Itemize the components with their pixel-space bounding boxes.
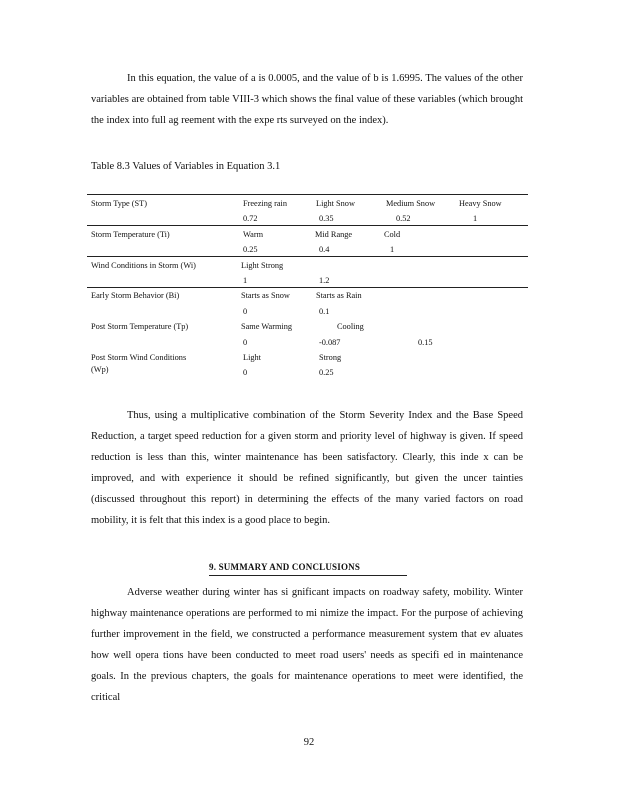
value-post-light: 0 <box>243 368 248 377</box>
table-top-rule <box>87 194 528 195</box>
header-warm: Warm <box>243 230 264 239</box>
row-label-post-storm-wind-code: (Wp) <box>91 365 109 374</box>
header-mid-range: Mid Range <box>315 230 353 239</box>
header-post-strong: Strong <box>319 353 342 362</box>
adverse-paragraph-text: Adverse weather during winter has si gnificant impacts on roadway safety, mobility. Winter highway maintenance operations are performed to mi nimize the impact. For the purpose of achieving further improvement in the field, we constructed a performance measurement system that ev aluates how well opera tions have been conducted to meet road users' needs as specifi ed in maintenance goals. In the previous chapters, the goals for maintenance operations to meet were identified, the critical <box>91 587 523 703</box>
header-post-light: Light <box>243 353 261 362</box>
header-cooling: Cooling <box>337 322 364 331</box>
value-starts-as-rain: 0.1 <box>319 307 330 316</box>
header-light-strong: Light Strong <box>241 261 284 270</box>
thus-paragraph <box>91 405 523 531</box>
row-label-storm-type: Storm Type (ST) <box>91 199 147 208</box>
row-label-early-storm-behavior: Early Storm Behavior (Bi) <box>91 291 180 300</box>
value-cooling: 0.15 <box>418 338 433 347</box>
value-medium-snow: 0.52 <box>396 214 411 223</box>
header-starts-as-snow: Starts as Snow <box>241 291 290 300</box>
value-starts-as-snow: 0 <box>243 307 248 316</box>
row-label-post-storm-wind: Post Storm Wind Conditions <box>91 353 187 362</box>
header-cold: Cold <box>384 230 401 239</box>
value-same: 0 <box>243 338 248 347</box>
value-wind-light: 1 <box>243 276 248 285</box>
heading-underline <box>209 575 407 576</box>
intro-paragraph-text: In this equation, the value of a is 0.0005, and the value of b is 1.6995. The values of the other variables are obtained from table VIII-3 which shows the final value of these variables (which brought the index into full ag reement with the expe rts surveyed on the index). <box>91 73 523 126</box>
row-label-wind-conditions: Wind Conditions in Storm (Wi) <box>91 261 196 270</box>
row-label-storm-temperature: Storm Temperature (Ti) <box>91 230 170 239</box>
value-warm: 0.25 <box>243 245 258 254</box>
value-mid-range: 0.4 <box>319 245 330 254</box>
value-heavy-snow: 1 <box>473 214 478 223</box>
header-starts-as-rain: Starts as Rain <box>316 291 362 300</box>
row-label-post-storm-temperature: Post Storm Temperature (Tp) <box>91 322 189 331</box>
value-wind-strong: 1.2 <box>319 276 330 285</box>
row-rule <box>87 287 528 288</box>
value-warming: -0.087 <box>319 338 341 347</box>
header-light-snow: Light Snow <box>316 199 355 208</box>
header-freezing-rain: Freezing rain <box>243 199 288 208</box>
page-number: 92 <box>303 737 315 748</box>
row-rule <box>87 225 528 226</box>
header-heavy-snow: Heavy Snow <box>459 199 502 208</box>
intro-paragraph <box>91 68 523 131</box>
table-caption: Table 8.3 Values of Variables in Equation 3.1 <box>91 161 281 172</box>
value-freezing-rain: 0.72 <box>243 214 258 223</box>
value-cold: 1 <box>390 245 395 254</box>
thus-paragraph-text: Thus, using a multiplicative combination of the Storm Severity Index and the Base Speed Reduction, a target speed reduction for a given storm and priority level of highway is given. If speed reduction is less than this, winter maintenance has been satisfactory. Clearly, this inde x can be improved, and with experience it should be refined significantly, but given the uncer tainties (discussed throughout this report) in determining the effects of the many varied factors on road mobility, it is felt that this index is a good place to begin. <box>91 410 523 526</box>
value-light-snow: 0.35 <box>319 214 334 223</box>
row-rule <box>87 256 528 257</box>
section-heading: 9. SUMMARY AND CONCLUSIONS <box>209 562 361 572</box>
header-same-warming: Same Warming <box>241 322 293 331</box>
header-medium-snow: Medium Snow <box>386 199 436 208</box>
value-post-strong: 0.25 <box>319 368 334 377</box>
adverse-paragraph <box>91 582 523 708</box>
